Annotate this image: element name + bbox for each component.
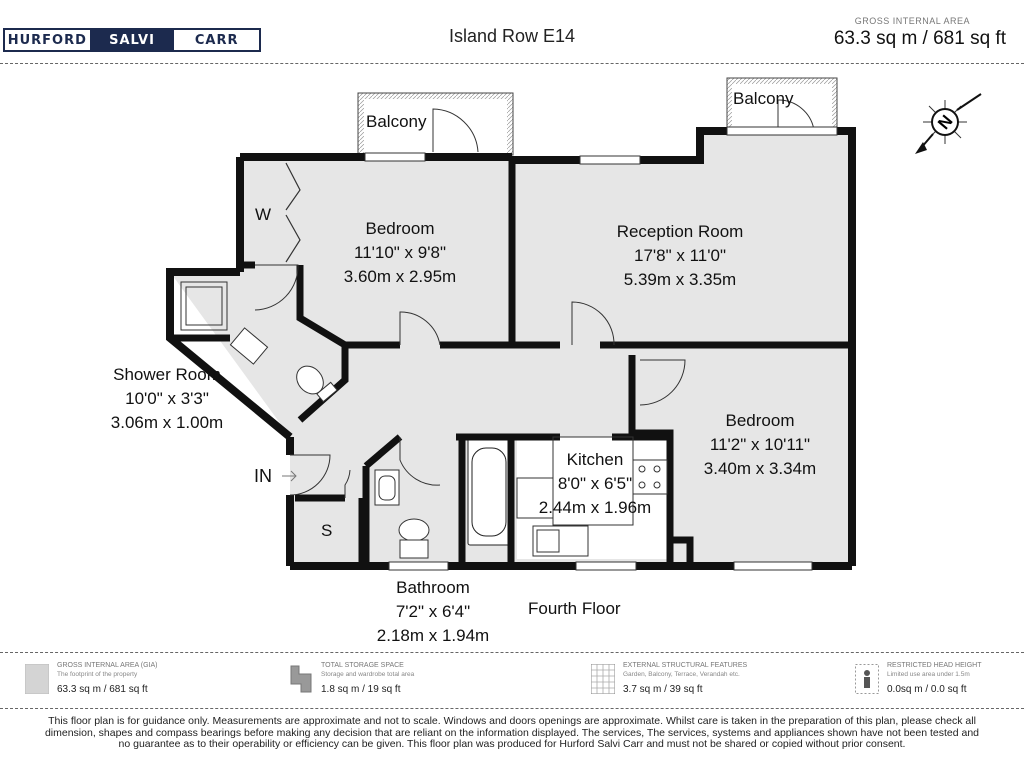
storage-label: S bbox=[321, 521, 333, 540]
wardrobe-label: W bbox=[255, 205, 272, 224]
shower-room-metric: 3.06m x 1.00m bbox=[110, 413, 224, 432]
shower-room-label bbox=[92, 363, 242, 435]
bedroom1-name: Bedroom bbox=[365, 219, 435, 238]
legend-divider-top bbox=[0, 652, 1024, 653]
compass-icon bbox=[915, 94, 981, 154]
legend-divider-bottom bbox=[0, 708, 1024, 709]
legend-head-height bbox=[855, 661, 1020, 701]
bedroom2-label bbox=[680, 409, 840, 481]
legend-head-height-heading: RESTRICTED HEAD HEIGHT bbox=[887, 662, 982, 669]
compass-letter: N bbox=[934, 111, 957, 134]
gia-swatch-icon bbox=[25, 664, 49, 694]
shower-room-name: Shower Room bbox=[113, 365, 221, 384]
bedroom2-name: Bedroom bbox=[725, 411, 795, 430]
legend-storage bbox=[289, 661, 509, 701]
storage-swatch-icon bbox=[289, 664, 313, 694]
head-height-icon bbox=[855, 664, 879, 694]
logo-word-hurford: HURFORD bbox=[7, 32, 87, 48]
floor-label: Fourth Floor bbox=[528, 599, 621, 618]
reception-label bbox=[590, 220, 770, 292]
reception-metric: 5.39m x 3.35m bbox=[623, 270, 737, 289]
shower-room-imperial: 10'0" x 3'3" bbox=[125, 389, 209, 408]
balcony-left-label: Balcony bbox=[366, 112, 427, 131]
legend-external-value: 3.7 sq m / 39 sq ft bbox=[623, 684, 703, 695]
legend-head-height-sub: Limited use area under 1.5m bbox=[887, 671, 970, 678]
property-title: Island Row E14 bbox=[448, 26, 576, 46]
legend-external bbox=[591, 661, 821, 701]
bathroom-imperial: 7'2" x 6'4" bbox=[395, 602, 471, 621]
balcony-right-label: Balcony bbox=[733, 89, 794, 108]
disclaimer-text: This floor plan is for guidance only. Measurements are approximate and not to scale. Windows and doors openings are approximate. Whilst care is taken in the preparation of this plan, please check all dimension, shapes and compass bearings before making any decision that are reliant on the information displayed. The services, The services, systems and appliances shown have not been tested and no guarantee as to their operability or efficiency can be given. This floor plan was produced for Hurford Salvi Carr and must not be shared or copied without prior consent. bbox=[44, 715, 980, 750]
gia-label: GROSS INTERNAL AREA bbox=[854, 16, 970, 26]
legend-storage-value: 1.8 sq m / 19 sq ft bbox=[321, 684, 401, 695]
legend-gia-sub: The footprint of the property bbox=[57, 671, 138, 678]
legend-external-heading: EXTERNAL STRUCTURAL FEATURES bbox=[623, 662, 748, 669]
reception-imperial: 17'8" x 11'0" bbox=[634, 246, 726, 265]
bathroom-name: Bathroom bbox=[396, 578, 470, 597]
legend-external-sub: Garden, Balcony, Terrace, Verandah etc. bbox=[623, 671, 740, 678]
logo-word-carr: CARR bbox=[194, 32, 239, 48]
bedroom1-label bbox=[320, 217, 480, 289]
bathroom-label bbox=[358, 576, 508, 648]
bedroom1-imperial: 11'10" x 9'8" bbox=[354, 243, 446, 262]
kitchen-imperial: 8'0" x 6'5" bbox=[557, 474, 633, 493]
bedroom1-metric: 3.60m x 2.95m bbox=[343, 267, 457, 286]
bathroom-metric: 2.18m x 1.94m bbox=[376, 626, 490, 645]
legend-storage-sub: Storage and wardrobe total area bbox=[321, 671, 415, 678]
legend-gia-value: 63.3 sq m / 681 sq ft bbox=[57, 684, 148, 695]
legend-gia bbox=[25, 661, 245, 701]
bedroom2-metric: 3.40m x 3.34m bbox=[703, 459, 817, 478]
kitchen-name: Kitchen bbox=[566, 450, 624, 469]
external-swatch-icon bbox=[591, 664, 615, 694]
kitchen-label bbox=[520, 448, 670, 520]
reception-name: Reception Room bbox=[616, 222, 744, 241]
entrance-label: IN bbox=[254, 466, 272, 486]
bedroom2-imperial: 11'2" x 10'11" bbox=[709, 435, 811, 454]
logo-word-salvi: SALVI bbox=[90, 30, 175, 50]
legend-gia-heading: GROSS INTERNAL AREA (GIA) bbox=[57, 662, 158, 669]
gia-value: 63.3 sq m / 681 sq ft bbox=[833, 28, 1006, 49]
legend-storage-heading: TOTAL STORAGE SPACE bbox=[321, 662, 404, 669]
kitchen-metric: 2.44m x 1.96m bbox=[538, 498, 652, 517]
legend-head-height-value: 0.0sq m / 0.0 sq ft bbox=[887, 684, 967, 695]
